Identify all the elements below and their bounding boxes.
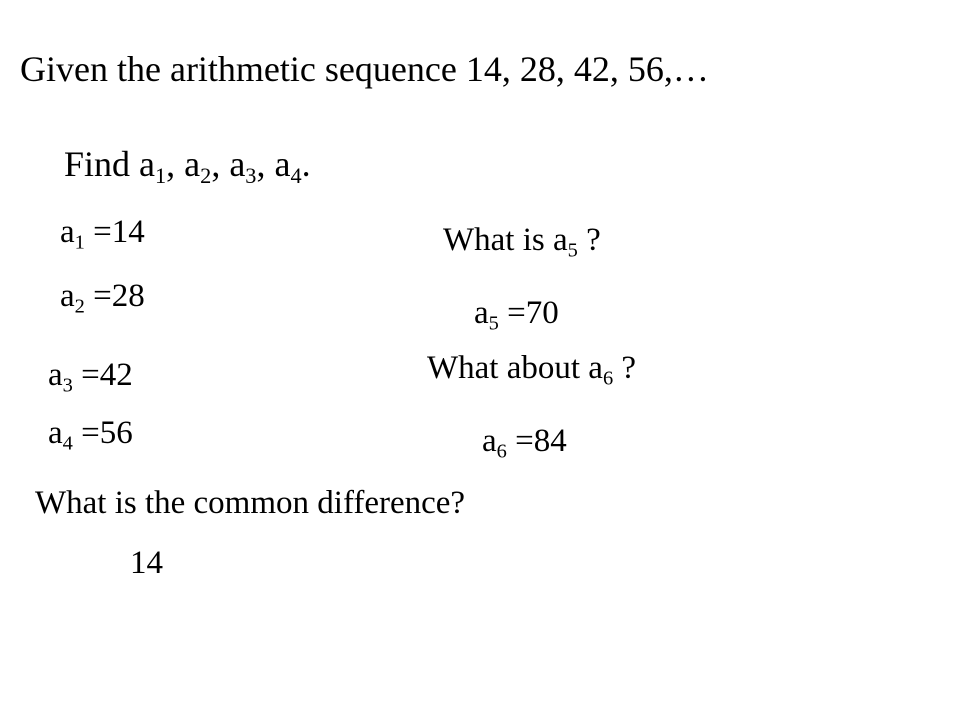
term-a5-answer: $a_5 =70$ (474, 295, 559, 335)
find-term-a1: $a_1$, (139, 144, 185, 189)
find-term-a4: $a_4$. (274, 144, 311, 189)
find-term-a2: $a_2$, (184, 144, 230, 189)
question-common-difference: What is the common difference? (35, 485, 466, 521)
term-a6-answer: $a_6 =84$ (482, 423, 567, 463)
term-a3-answer: $a_3 =42$ (48, 357, 133, 397)
common-difference-answer: 14 (130, 545, 163, 581)
term-a2-answer: $a_2 =28$ (60, 278, 145, 318)
find-prefix: Find (64, 144, 140, 184)
find-terms-prompt (64, 144, 311, 189)
term-a1-answer: $a_1 =14$ (60, 214, 145, 254)
question-a6: What about $a_6$ ? (427, 350, 637, 390)
question-a5: What is $a_5$ ? (443, 222, 601, 262)
sequence-title: Given the arithmetic sequence 14, 28, 42, 56,… (20, 49, 709, 89)
term-a4-answer: $a_4 =56$ (48, 415, 133, 455)
find-term-a3: $a_3$, (229, 144, 275, 189)
